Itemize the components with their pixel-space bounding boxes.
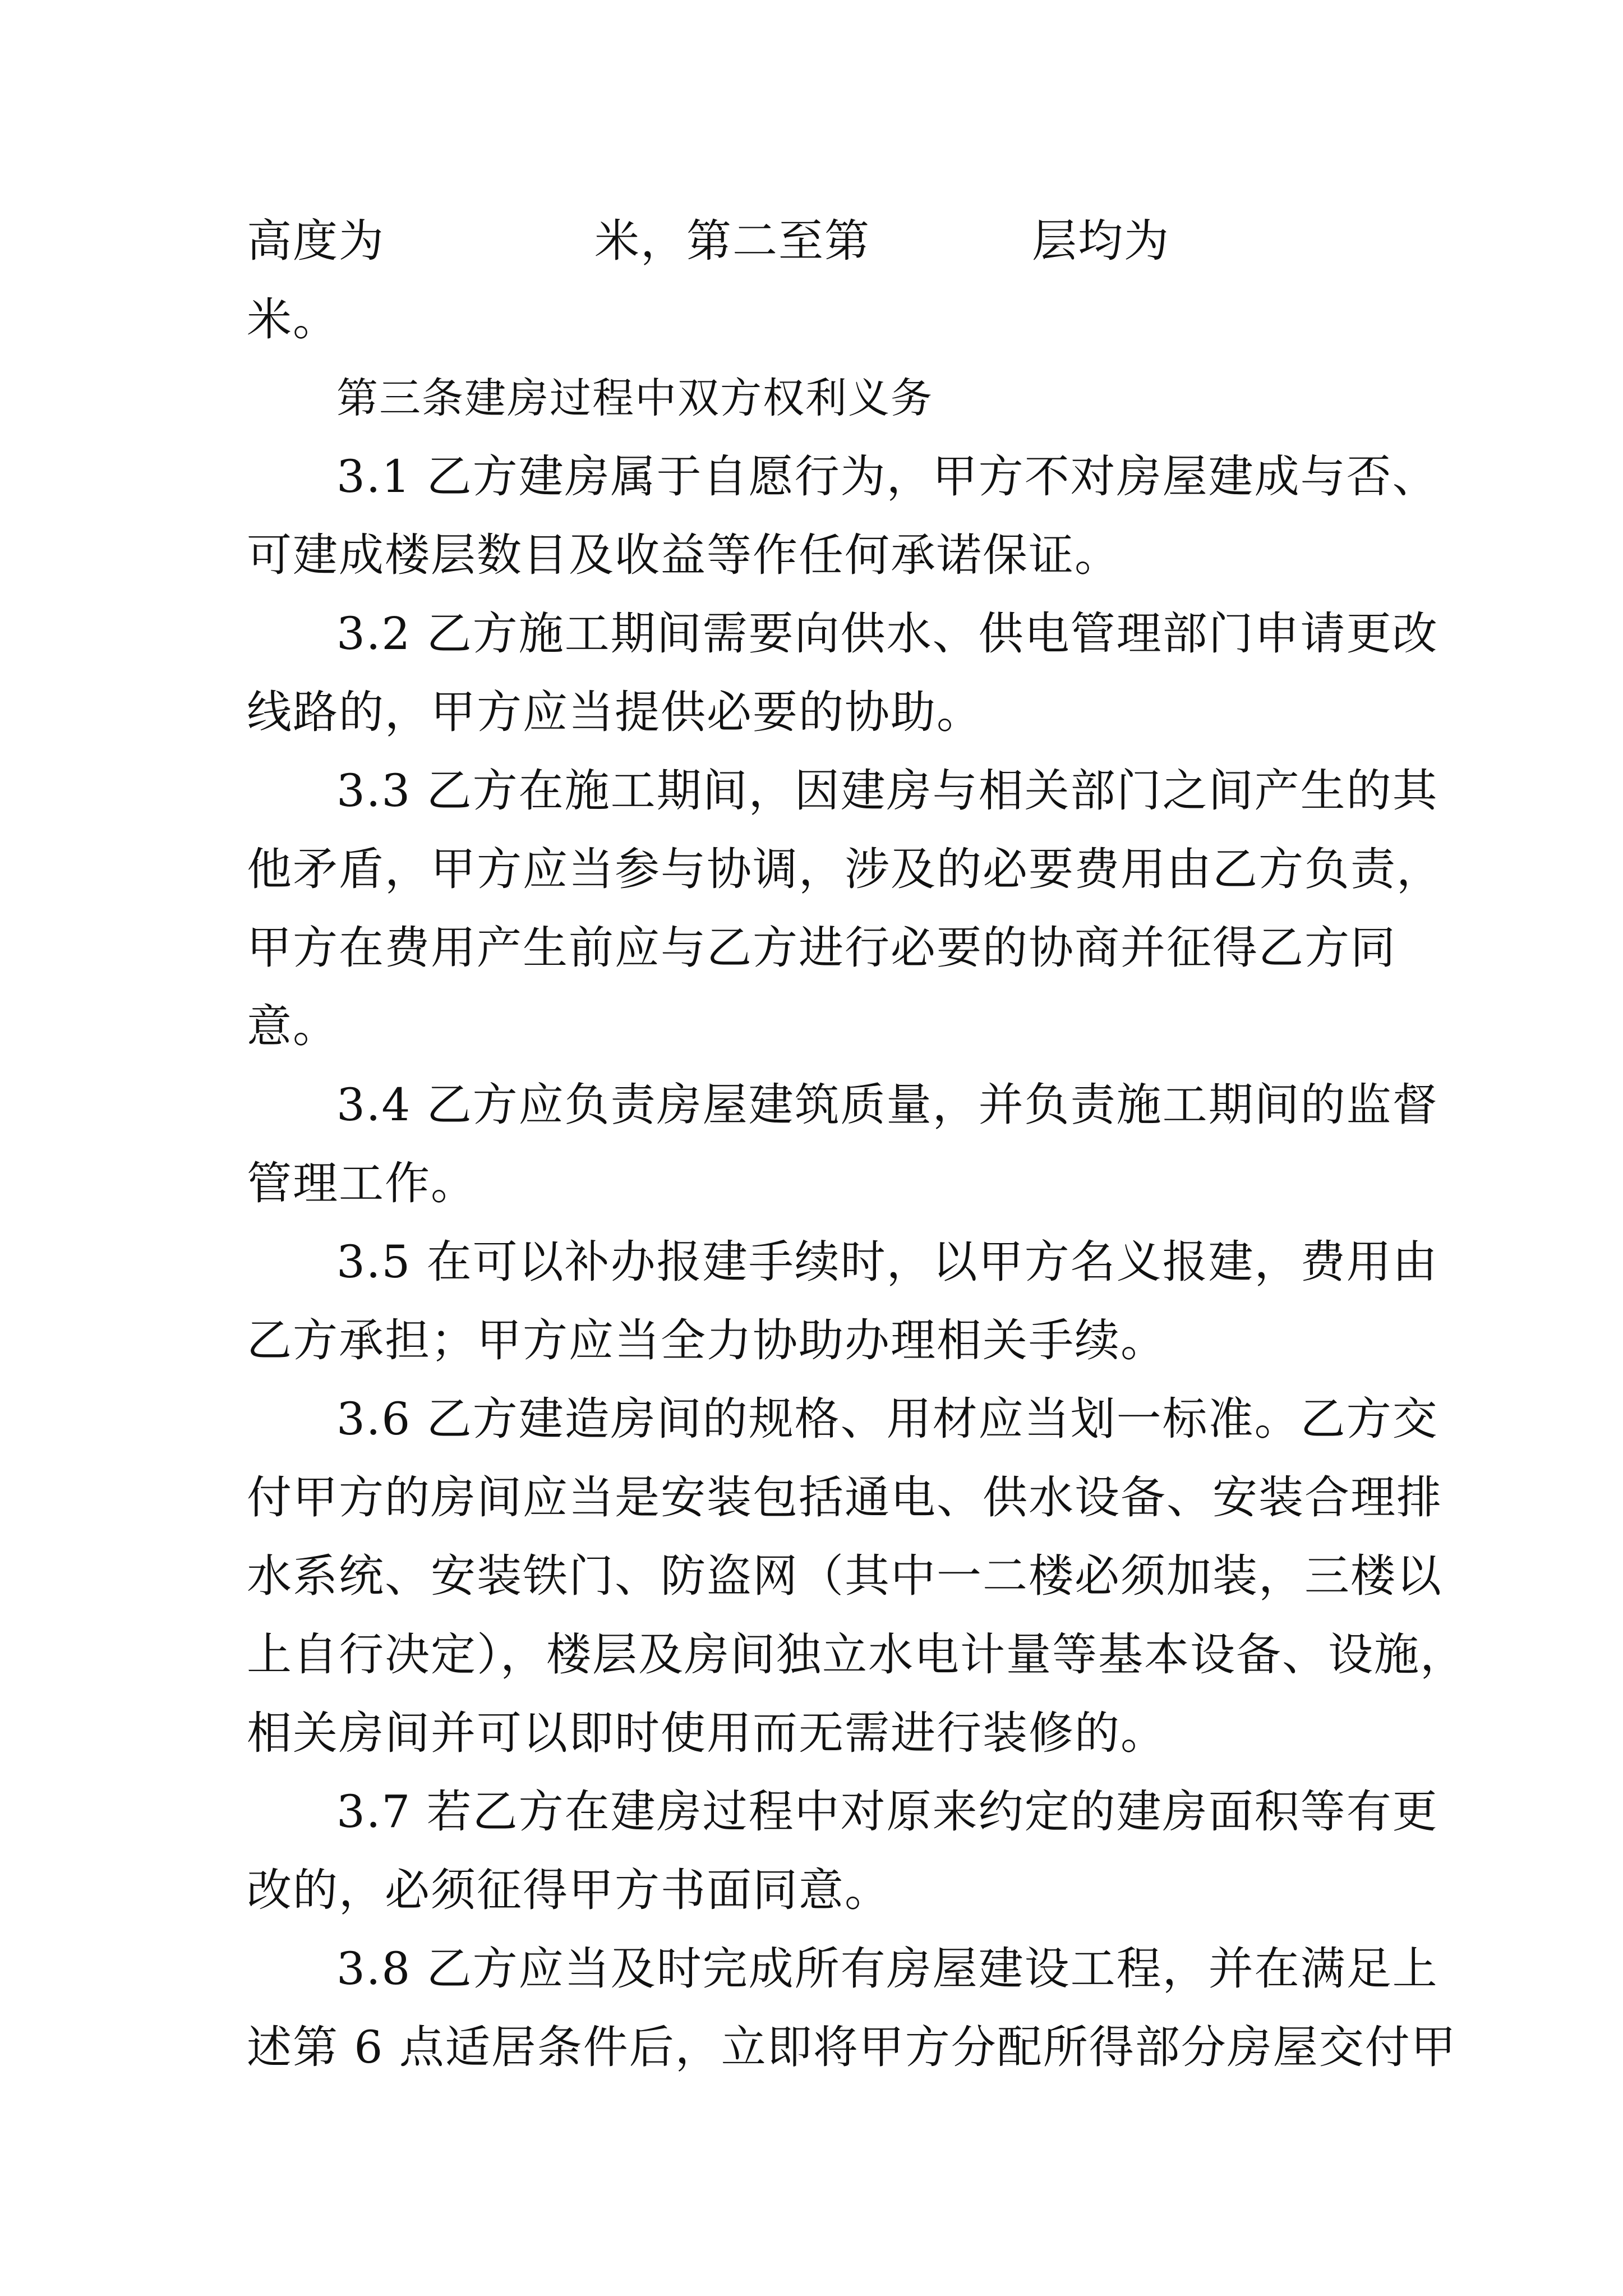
text-fragment-each: 层均为 xyxy=(1032,215,1170,267)
clause-3-3-line-1: 3.3 乙方在施工期间，因建房与相关部门之间产生的其 xyxy=(336,765,1438,817)
clause-3-2-line-1: 3.2 乙方施工期间需要向供水、供电管理部门申请更改 xyxy=(336,608,1438,660)
clause-3-1-line-1: 3.1 乙方建房属于自愿行为，甲方不对房屋建成与否、 xyxy=(336,450,1438,503)
clause-3-3-line-3: 甲方在费用产生前应与乙方进行必要的协商并征得乙方同 xyxy=(247,922,1396,974)
clause-3-8-line-2: 述第 6 点适居条件后，立即将甲方分配所得部分房屋交付甲 xyxy=(247,2021,1457,2073)
clause-3-3-line-2: 他矛盾，甲方应当参与协调，涉及的必要费用由乙方负责， xyxy=(247,843,1442,895)
clause-3-4-line-2: 管理工作。 xyxy=(247,1157,477,1209)
clause-3-6-line-3: 水系统、安装铁门、防盗网（其中一二楼必须加装，三楼以 xyxy=(247,1550,1442,1602)
text-fragment-floors: 米，第二至第 xyxy=(594,215,870,267)
section-heading: 第三条建房过程中双方权利义务 xyxy=(336,374,933,422)
clause-3-8-line-1: 3.8 乙方应当及时完成所有房屋建设工程，并在满足上 xyxy=(336,1943,1438,1995)
clause-3-6-line-4: 上自行决定），楼层及房间独立水电计量等基本设备、设施， xyxy=(247,1628,1466,1681)
clause-3-3-line-4: 意。 xyxy=(247,1000,339,1052)
clause-3-6-line-5: 相关房间并可以即时使用而无需进行装修的。 xyxy=(247,1707,1166,1759)
text-fragment-height: 高度为 xyxy=(247,215,385,267)
clause-3-6-line-1: 3.6 乙方建造房间的规格、用材应当划一标准。乙方交 xyxy=(336,1393,1438,1445)
clause-3-7-line-2: 改的，必须征得甲方书面同意。 xyxy=(247,1864,891,1916)
clause-3-1-line-2: 可建成楼层数目及收益等作任何承诺保证。 xyxy=(247,529,1121,581)
clause-3-6-line-2: 付甲方的房间应当是安装包括通电、供水设备、安装合理排 xyxy=(247,1471,1442,1524)
clause-3-5-line-1: 3.5 在可以补办报建手续时，以甲方名义报建，费用由 xyxy=(336,1236,1438,1288)
clause-3-5-line-2: 乙方承担；甲方应当全力协助办理相关手续。 xyxy=(247,1314,1166,1366)
clause-3-4-line-1: 3.4 乙方应负责房屋建筑质量，并负责施工期间的监督 xyxy=(336,1079,1438,1131)
clause-3-7-line-1: 3.7 若乙方在建房过程中对原来约定的建房面积等有更 xyxy=(336,1786,1438,1838)
text-line: 米。 xyxy=(247,293,339,346)
clause-3-2-line-2: 线路的，甲方应当提供必要的协助。 xyxy=(247,686,983,738)
